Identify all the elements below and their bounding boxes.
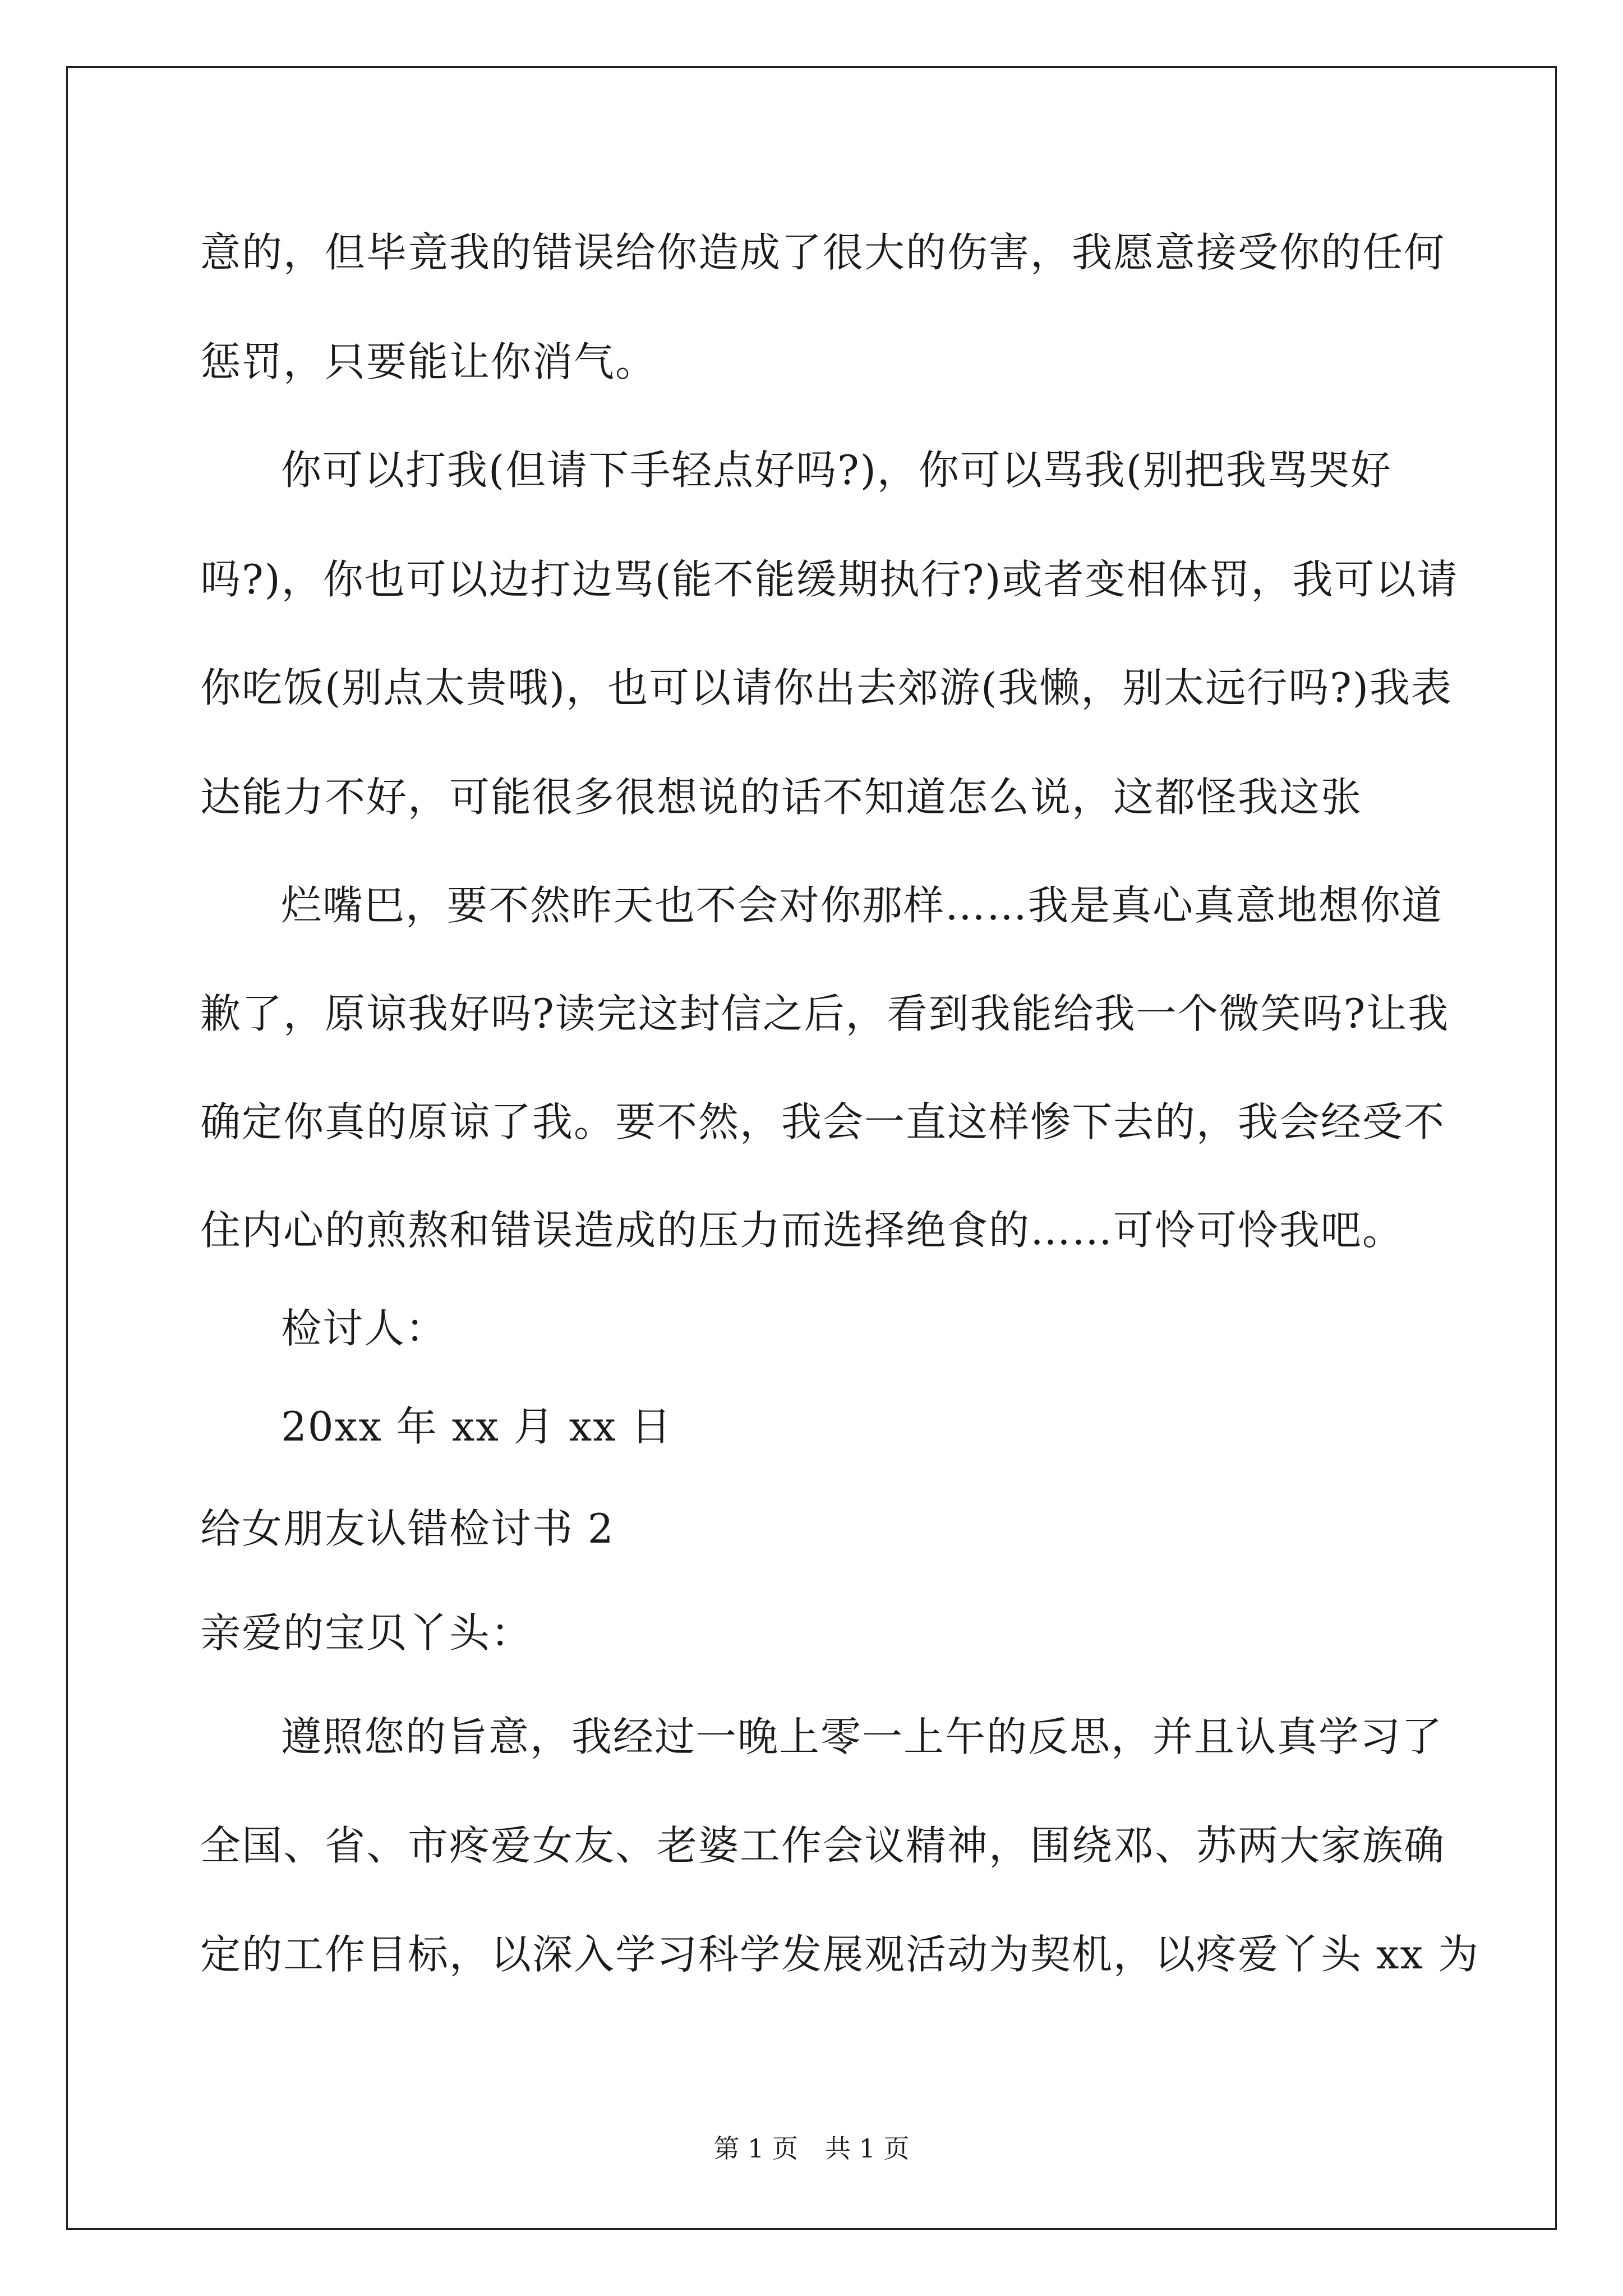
salutation: 亲爱的宝贝丫头： [200,1609,533,1657]
page-total: 共 1 页 [825,2133,910,2164]
body-line: 烂嘴巴，要不然昨天也不会对你那样……我是真心真意地想你道 [281,882,1444,929]
body-line: 意的，但毕竟我的错误给你造成了很大的伤害，我愿意接受你的任何 [200,229,1446,276]
body-line: 住内心的煎熬和错误造成的压力而选择绝食的……可怜可怜我吧。 [200,1207,1404,1254]
body-line: 确定你真的原谅了我。要不然，我会一直这样惨下去的，我会经受不 [200,1098,1446,1145]
body-line: 遵照您的旨意，我经过一晚上零一上午的反思，并且认真学习了 [281,1713,1444,1760]
page-number: 第 1 页 [713,2133,798,2164]
body-line: 你可以打我(但请下手轻点好吗?)，你可以骂我(别把我骂哭好 [281,447,1392,494]
section-title: 给女朋友认错检讨书 2 [200,1505,615,1552]
body-line: 歉了，原谅我好吗?读完这封信之后，看到我能给我一个微笑吗?让我 [200,990,1450,1037]
date-line: 20xx 年 xx 月 xx 日 [281,1403,672,1450]
body-line: 全国、省、市疼爱女友、老婆工作会议精神，围绕邓、苏两大家族确 [200,1822,1446,1869]
body-line: 你吃饭(别点太贵哦)，也可以请你出去郊游(我懒，别太远行吗?)我表 [200,664,1453,711]
body-line: 惩罚，只要能让你消气。 [200,338,657,385]
page-footer [0,2132,1623,2165]
body-line: 定的工作目标，以深入学习科学发展观活动为契机，以疼爱丫头 xx 为 [200,1931,1479,1978]
body-line: 达能力不好，可能很多很想说的话不知道怎么说，这都怪我这张 [200,774,1363,821]
signature-label: 检讨人： [281,1305,448,1352]
body-line: 吗?)，你也可以边打边骂(能不能缓期执行?)或者变相体罚，我可以请 [200,556,1459,603]
